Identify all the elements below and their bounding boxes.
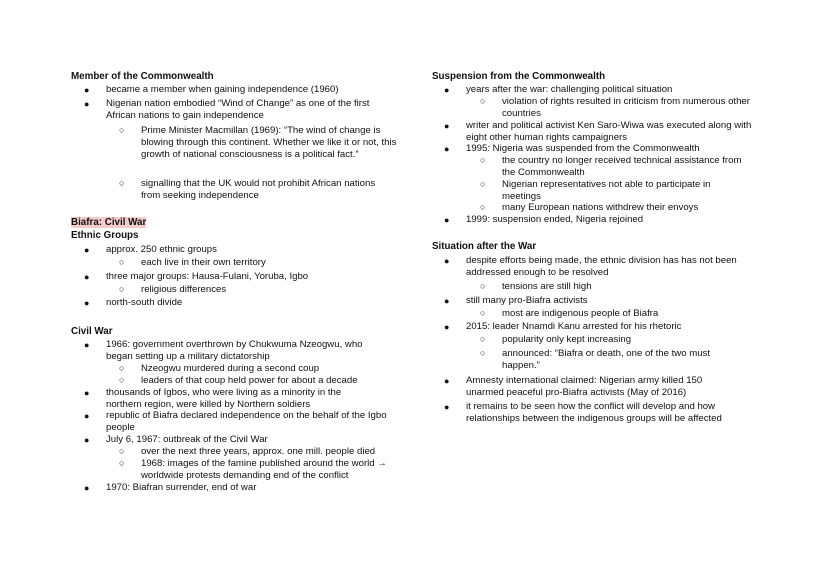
heading-civil-war: Civil War [71, 326, 113, 337]
list-item: ● July 6, 1967: outbreak of the Civil War [84, 434, 268, 445]
list-item: ● it remains to be seen how the conflict will develop and how relationships between the indigenous groups will be affected [444, 401, 722, 425]
heading-situation: Situation after the War [432, 241, 537, 252]
sub-list-item: ○ Nzeogwu murdered during a second coup [119, 363, 320, 374]
sub-list-item: ○ most are indigenous people of Biafra [480, 308, 659, 319]
sub-list-item: ○ violation of rights resulted in criticism from numerous other countries [480, 96, 750, 120]
list-item: ● still many pro-Biafra activists [444, 295, 588, 306]
sub-list-item: ○ tensions are still high [480, 281, 592, 292]
list-item: ● north-south divide [84, 297, 183, 308]
list-item: ● republic of Biafra declared independence on the behalf of the Igbo people [84, 410, 387, 434]
heading-ethnic-groups: Ethnic Groups [71, 230, 139, 241]
sub-list-item: ○ announced: “Biafra or death, one of the two must happen.” [480, 348, 710, 372]
list-item: ● years after the war: challenging political situation [444, 84, 673, 95]
list-item: ● 1995: Nigeria was suspended from the Commonwealth [444, 143, 700, 154]
list-item: ● 2015: leader Nnamdi Kanu arrested for his rhetoric [444, 321, 682, 332]
list-item: ● despite efforts being made, the ethnic division has has not been addressed enough to be resolved [444, 255, 737, 279]
list-item: ● writer and political activist Ken Saro-Wiwa was executed along with eight other human rights campaigners [444, 120, 752, 144]
sub-list-item: ○ each live in their own territory [119, 257, 266, 268]
sub-list-item: ○ 1968: images of the famine published around the world → worldwide protests demanding end of the conflict [119, 458, 387, 482]
list-item: ● thousands of Igbos, who were living as a minority in the northern region, were killed by Northern soldiers [84, 387, 342, 411]
list-item: ● became a member when gaining independence (1960) [84, 84, 339, 95]
sub-list-item: ○ the country no longer received technical assistance from the Commonwealth [480, 155, 742, 179]
list-item: ● 1999: suspension ended, Nigeria rejoined [444, 214, 644, 225]
list-item: ● Nigerian nation embodied “Wind of Change” as one of the first African nations to gain independence [84, 98, 370, 122]
heading-biafra: Biafra: Civil War [71, 217, 147, 228]
sub-list-item: ○ popularity only kept increasing [480, 334, 632, 345]
sub-list-item: ○ many European nations withdrew their envoys [480, 202, 699, 213]
sub-list-item: ○ over the next three years, approx. one mill. people died [119, 446, 376, 457]
heading-commonwealth: Member of the Commonwealth [71, 71, 214, 82]
sub-list-item: ○ leaders of that coup held power for about a decade [119, 375, 358, 386]
heading-suspension: Suspension from the Commonwealth [432, 71, 606, 82]
sub-list-item: ○ religious differences [119, 284, 227, 295]
sub-list-item: ○ Nigerian representatives not able to participate in meetings [480, 179, 711, 203]
list-item: ● approx. 250 ethnic groups [84, 244, 217, 255]
list-item: ● 1970: Biafran surrender, end of war [84, 482, 257, 493]
sub-list-item: ○ signalling that the UK would not prohibit African nations from seeking independence [119, 178, 376, 202]
list-item: ● three major groups: Hausa-Fulani, Yoruba, Igbo [84, 271, 309, 282]
list-item: ● Amnesty international claimed: Nigerian army killed 150 unarmed peaceful pro-Biafra activists (May of 2016) [444, 375, 703, 399]
list-item: ● 1966: government overthrown by Chukwuma Nzeogwu, who began setting up a military dictatorship [84, 339, 363, 363]
sub-list-item: ○ Prime Minister Macmillan (1969): “The wind of change is blowing through this continent. Whether we like it or not, this growth of national consciousness is a political fact.” [119, 125, 397, 161]
